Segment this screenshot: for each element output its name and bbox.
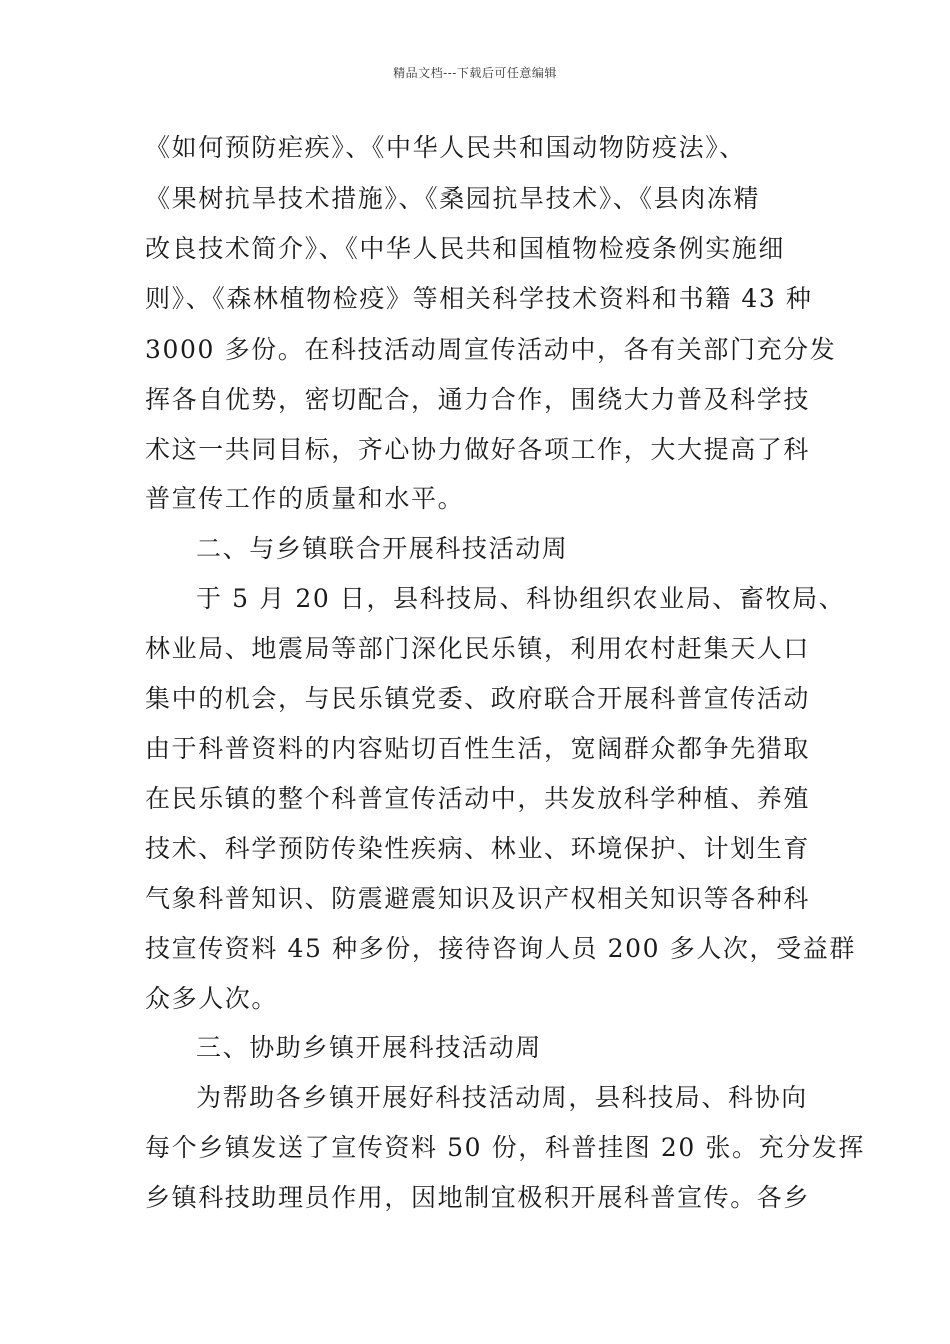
text-line: 普宣传工作的质量和水平。 (145, 484, 465, 513)
text-line: 技术、科学预防传染性疾病、林业、环境保护、计划生育 (145, 834, 811, 863)
text-line: 乡镇科技助理员作用，因地制宜极积开展科普宣传。各乡 (145, 1183, 811, 1212)
section-heading: 二、与乡镇联合开展科技活动周 (196, 534, 569, 563)
text-line: 《如何预防疟疾》、《中华人民共和国动物防疫法》、 (145, 133, 746, 162)
section-heading: 三、协助乡镇开展科技活动周 (196, 1033, 542, 1062)
text-line: 则》、《森林植物检疫》等相关科学技术资料和书籍 43 种 (145, 284, 813, 313)
text-line: 众多人次。 (145, 984, 279, 1013)
page-header: 精品文档---下载后可任意编辑 (393, 66, 557, 80)
text-line: 为帮助各乡镇开展好科技活动周，县科技局、科协向 (196, 1083, 808, 1112)
text-line: 由于科普资料的内容贴切百性生活，宽阔群众都争先猎取 (145, 734, 811, 763)
text-line: 挥各自优势，密切配合，通力合作，围绕大力普及科学技 (145, 385, 811, 414)
text-line: 林业局、地震局等部门深化民乐镇，利用农村赶集天人口 (145, 634, 811, 663)
text-line: 气象科普知识、防震避震知识及识产权相关知识等各种科 (145, 884, 811, 913)
text-line: 集中的机会，与民乐镇党委、政府联合开展科普宣传活动 (145, 684, 811, 713)
text-line: 在民乐镇的整个科普宣传活动中，共发放科学种植、养殖 (145, 784, 811, 813)
text-line: 术这一共同目标，齐心协力做好各项工作，大大提高了科 (145, 435, 811, 464)
text-line: 于 5 月 20 日，县科技局、科协组织农业局、畜牧局、 (196, 584, 846, 613)
text-line: 改良技术简介》、《中华人民共和国植物检疫条例实施细 (145, 234, 786, 263)
text-line: 《果树抗旱技术措施》、《桑园抗旱技术》、《县肉冻精 (145, 184, 761, 213)
text-line: 每个乡镇发送了宣传资料 50 份，科普挂图 20 张。充分发挥 (145, 1133, 866, 1162)
text-line: 技宣传资料 45 种多份，接待咨询人员 200 多人次，受益群 (145, 934, 856, 963)
text-line: 3000 多份。在科技活动周宣传活动中，各有关部门充分发 (145, 335, 837, 364)
